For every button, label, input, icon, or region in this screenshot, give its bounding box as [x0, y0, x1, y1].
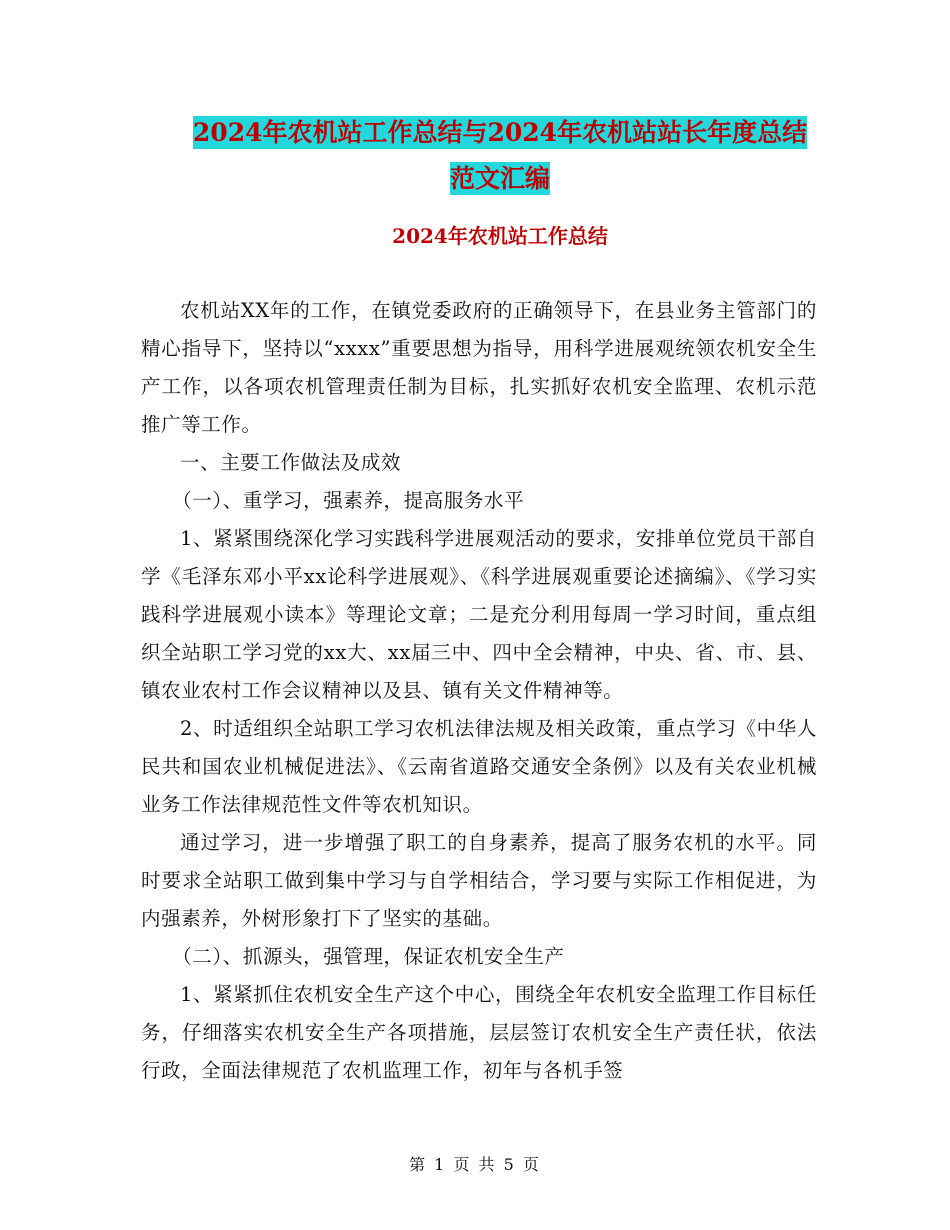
subheading-study: （一）、重学习，强素养，提高服务水平 — [172, 489, 525, 512]
section-title: 2024年农机站工作总结 — [392, 224, 608, 248]
paragraph: 农机站XX年的工作，在镇党委政府的正确领导下，在县业务主管部门的精心指导下，坚持以“xxxx”重要思想为指导，用科学进展观统领农机安全生产工作，以各项农机管理责任制为目标，扎实抓好农机安全监理、农机示范推广等工作。 — [141, 299, 817, 436]
paragraph: 1、紧紧抓住农机安全生产这个中心，围绕全年农机安全监理工作目标任务，仔细落实农机安全生产各项措施，层层签订农机安全生产责任状，依法行政，全面法律规范了农机监理工作，初年与各机手签 — [141, 983, 817, 1082]
document-title-line-1: 2024年农机站工作总结与2024年农机站站长年度总结 — [192, 118, 808, 147]
document-title-line-2: 范文汇编 — [449, 164, 550, 193]
paragraph: 通过学习，进一步增强了职工的自身素养，提高了服务农机的水平。同时要求全站职工做到集中学习与自学相结合，学习要与实际工作相促进，为内强素养，外树形象打下了坚实的基础。 — [141, 831, 817, 930]
subheading-safety: （二）、抓源头，强管理，保证农机安全生产 — [172, 945, 565, 968]
document-body — [141, 292, 817, 1090]
heading-main-work: 一、主要工作做法及成效 — [180, 451, 402, 474]
paragraph: 1、紧紧围绕深化学习实践科学进展观活动的要求，安排单位党员干部自学《毛泽东邓小平xx论科学进展观》、《科学进展观重要论述摘编》、《学习实践科学进展观小读本》等理论文章；二是充分利用每周一学习时间，重点组织全站职工学习党的xx大、xx届三中、四中全会精神，中央、省、市、县、镇农业农村工作会议精神以及县、镇有关文件精神等。 — [141, 527, 817, 702]
paragraph: 2、时适组织全站职工学习农机法律法规及相关政策，重点学习《中华人民共和国农业机械促进法》、《云南省道路交通安全条例》以及有关农业机械业务工作法律规范性文件等农机知识。 — [141, 717, 817, 816]
page-number-footer: 第 1 页 共 5 页 — [409, 1155, 541, 1174]
document-title — [140, 110, 860, 202]
